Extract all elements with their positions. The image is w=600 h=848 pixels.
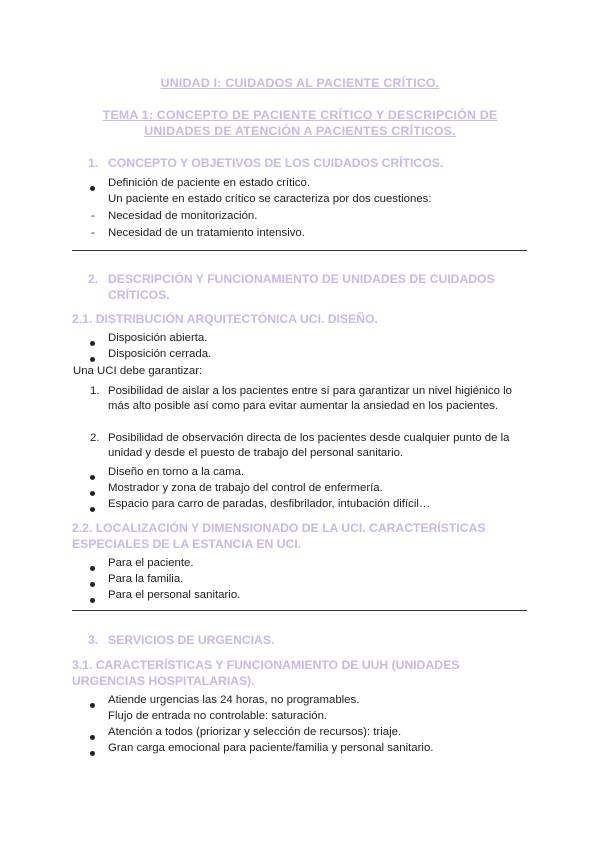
topic-title: TEMA 1: CONCEPTO DE PACIENTE CRÍTICO Y DESCRIPCIÓN DE UNIDADES DE ATENCIÓN A PACIENTES CRÍTICOS. xyxy=(102,108,498,138)
section-2-number: 2. xyxy=(88,272,99,286)
bullet-icon xyxy=(90,470,95,485)
section-divider xyxy=(72,250,527,251)
bullet-icon xyxy=(90,698,95,713)
bullet-icon xyxy=(90,593,95,608)
bullet-icon xyxy=(90,181,95,196)
section-3-number: 3. xyxy=(88,633,99,647)
document-page: UNIDAD I: CUIDADOS AL PACIENTE CRÍTICO. TEMA 1: CONCEPTO DE PACIENTE CRÍTICO Y DESCRIPCIÓN DE UNIDADES DE ATENCIÓN A PACIENTES CRÍTICOS. 1. CONCEPTO Y OBJETIVOS DE LOS CUIDADOS CRÍTICOS. Definición de paciente en estado crítico. Un paciente en estado crítico se caracteriza por dos cuestiones: - Necesidad de monitorización. - Necesidad de un tratamiento intensivo. 2. DESCRIPCIÓN Y FUNCIONAMIENTO DE UNIDADES DE CUIDADOS CRÍTICOS. 2.1. DISTRIBUCIÓN ARQUITECTÓNICA UCI. DISEÑO. Disposición abierta. Disposición cerrada. Una UCI debe garantizar: 1. Posibilidad de aislar a los pacientes entre sí para garantizar un nivel higiénico lo más alto posible así como para evitar aumentar la ansiedad en los pacientes. 2. Posibilidad de observación directa de los pacientes desde cualquier punto de la unidad y desde el puesto de trabajo del personal sanitario. Diseño en torno a la cama. Mostrador y zona de trabajo del control de enfermería. Espacio para carro de paradas, desfibrilador, intubación difícil… 2.2. LOCALIZACIÓN Y DIMENSIONADO DE LA UCI. CARACTERÍSTICAS ESPECIALES DE LA ESTANCIA EN UCI. Para el paciente. Para la familia. Para el personal sanitario. 3. SERVICIOS DE URGENCIAS. 3.1. CARACTERÍSTICAS Y FUNCIONAMIENTO DE UUH (UNIDADES URGENCIAS HOSPITALARIAS). Atiende urgencias las 24 horas, no programables. Flujo de entrada no controlable: saturación. Atención a todos (priorizar y selección de recursos): triaje. Gran carga emocional para paciente/familia y personal sanitario. xyxy=(0,0,600,848)
subsection-2-1-title: 2.1. DISTRIBUCIÓN ARQUITECTÓNICA UCI. DISEÑO. xyxy=(72,312,378,326)
section-2-title: DESCRIPCIÓN Y FUNCIONAMIENTO DE UNIDADES DE CUIDADOS CRÍTICOS. xyxy=(108,272,495,302)
section-3-title: SERVICIOS DE URGENCIAS. xyxy=(108,633,275,647)
section-1-title: CONCEPTO Y OBJETIVOS DE LOS CUIDADOS CRÍTICOS. xyxy=(108,156,444,170)
bullet-icon xyxy=(90,730,95,745)
unit-title: UNIDAD I: CUIDADOS AL PACIENTE CRÍTICO. xyxy=(160,76,440,90)
bullet-icon xyxy=(90,746,95,761)
intro-text: Una UCI debe garantizar: xyxy=(73,365,203,377)
subsection-3-1-title: 3.1. CARACTERÍSTICAS Y FUNCIONAMIENTO DE UUH (UNIDADES URGENCIAS HOSPITALARIAS). xyxy=(72,658,460,688)
bullet-icon xyxy=(90,502,95,517)
item-number: 2. xyxy=(90,432,100,444)
dash-icon: - xyxy=(91,227,95,239)
subsection-2-2-title: 2.2. LOCALIZACIÓN Y DIMENSIONADO DE LA UCI. CARACTERÍSTICAS ESPECIALES DE LA ESTANCIA EN UCI. xyxy=(72,521,486,551)
bullet-icon xyxy=(90,336,95,351)
bullet-icon xyxy=(90,561,95,576)
section-divider xyxy=(72,610,527,611)
bullet-icon xyxy=(90,577,95,592)
section-1-number: 1. xyxy=(88,156,99,170)
bullet-icon xyxy=(90,486,95,501)
item-number: 1. xyxy=(90,385,100,397)
dash-icon: - xyxy=(91,210,95,222)
